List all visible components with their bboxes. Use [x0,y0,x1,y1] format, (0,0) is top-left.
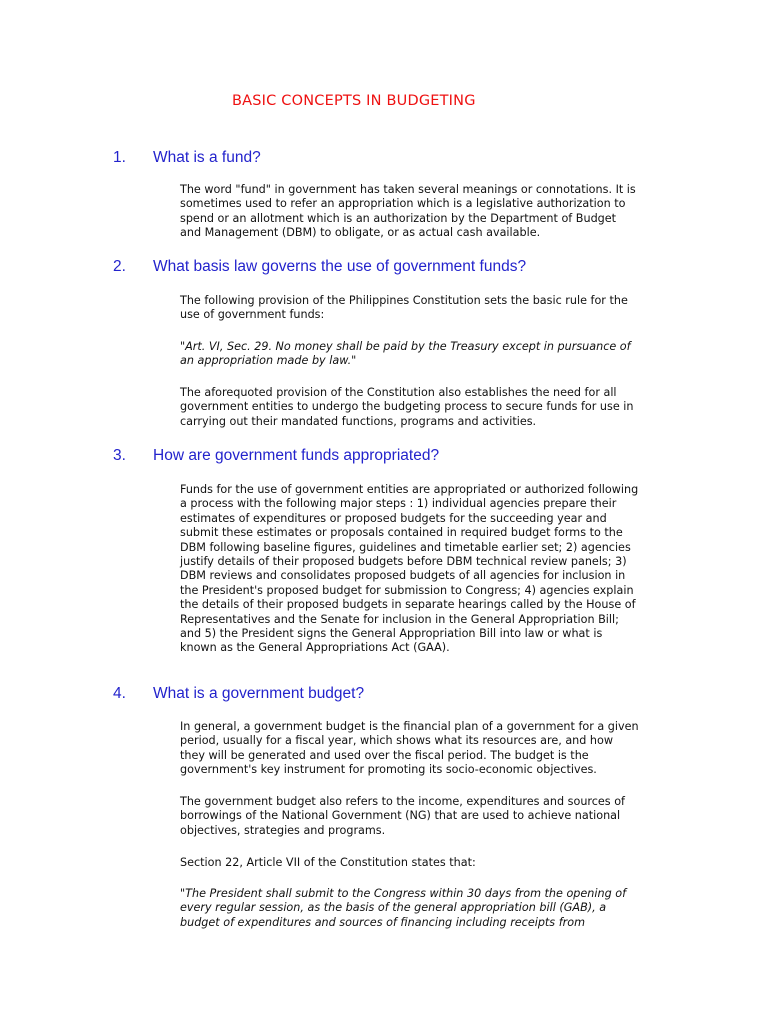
question-number: 4. [113,685,126,702]
question-heading-1 [113,149,261,167]
page-title: BASIC CONCEPTS IN BUDGETING [232,93,476,109]
answer-paragraph: The following provision of the Philippines Constitution sets the basic rule for the use of government funds: [180,294,628,322]
answer-paragraph: Section 22, Article VII of the Constitution states that: [180,856,476,869]
question-text: What is a fund? [153,149,261,166]
question-heading-3 [113,447,439,465]
question-heading-4 [113,685,364,703]
answer-paragraph: The word "fund" in government has taken several meanings or connotations. It is sometimes used to refer an appropriation which is a legislative authorization to spend or an allotment which is an authorization by the Department of Budget and Management (DBM) to obligate, or as actual cash available. [180,183,636,240]
constitution-quote: "Art. VI, Sec. 29. No money shall be paid by the Treasury except in pursuance of an appropriation made by law." [180,340,631,368]
question-text: What basis law governs the use of government funds? [153,258,527,275]
question-number: 1. [113,149,126,166]
constitution-quote: "The President shall submit to the Congress within 30 days from the opening of every regular session, as the basis of the general appropriation bill (GAB), a budget of expenditures and sources of financing including receipts from [180,887,627,929]
answer-paragraph: In general, a government budget is the financial plan of a government for a given period, usually for a fiscal year, which shows what its resources are, and how they will be generated and used over the fiscal period. The budget is the government's key instrument for promoting its socio-economic objectives. [180,720,639,777]
answer-paragraph: Funds for the use of government entities are appropriated or authorized following a process with the following major steps : 1) individual agencies prepare their estimates of expenditures or proposed budgets for the succeeding year and submit these estimates or proposals contained in required budget forms to the DBM following baseline figures, guidelines and timetable earlier set; 2) agencies justify details of their proposed budgets before DBM technical review panels; 3) DBM reviews and consolidates proposed budgets of all agencies for inclusion in the President's proposed budget for submission to Congress; 4) agencies explain the details of their proposed budgets in separate hearings called by the House of Representatives and the Senate for inclusion in the General Appropriation Bill; and 5) the President signs the General Appropriation Bill into law or what is known as the General Appropriations Act (GAA). [180,483,639,655]
question-text: What is a government budget? [153,685,365,702]
question-number: 3. [113,447,126,464]
answer-paragraph: The government budget also refers to the income, expenditures and sources of borrowings of the National Government (NG) that are used to achieve national objectives, strategies and programs. [180,795,625,837]
question-heading-2 [113,258,526,276]
question-text: How are government funds appropriated? [153,447,440,464]
answer-paragraph: The aforequoted provision of the Constitution also establishes the need for all government entities to undergo the budgeting process to secure funds for use in carrying out their mandated functions, programs and activities. [180,386,634,428]
question-number: 2. [113,258,126,275]
